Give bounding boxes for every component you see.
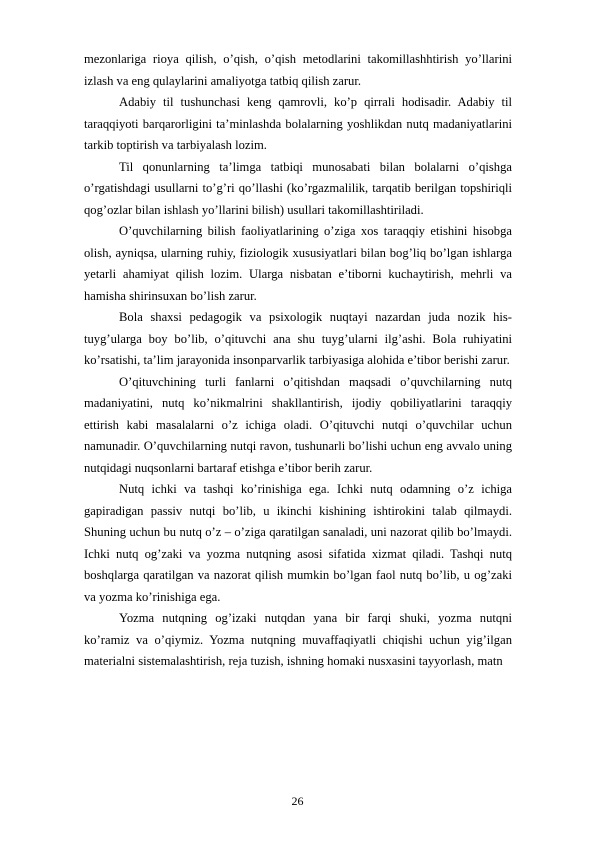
paragraph-2: Adabiy til tushunchasi keng qamrovli, ko’p qirrali hodisadir. Adabiy til taraqqiyoti barqarorligini ta’minlashda bolalarning yoshlikdan nutq madaniyatlarini tarkib toptirish va tarbiyalash lozim. [84,95,512,152]
paragraph-7: Nutq ichki va tashqi ko’rinishiga ega. Ichki nutq odamning o’z ichiga gapiradigan passiv nutqi bo’lib, u ikinchi kishining ishtirokini talab qilmaydi. Shuning uchun bu nutq o’z – o’ziga qaratilgan sanaladi, uni nazorat qilib bo’lmaydi. Ichki nutq og’zaki va yozma nutqning asosi sifatida xizmat qiladi. Tashqi nutq boshqlarga qaratilgan va nazorat qilish mumkin bo’lgan faol nutq bo’lib, u og’zaki va yozma ko’rinishiga ega. [84,482,512,604]
body-text [84,49,512,673]
paragraph-5: Bola shaxsi pedagogik va psixologik nuqtayi nazardan juda nozik his-tuyg’ularga boy bo’lib, o’qituvchi ana shu tuyg’ularni ilg’ashi. Bola ruhiyatini ko’rsatishi, ta’lim jarayonida insonparvarlik tarbiyasiga alohida e’tibor berishi zarur. [84,310,512,367]
paragraph-1: mezonlariga rioya qilish, o’qish, o’qish metodlarini takomillashhtirish yo’llarini izlash va eng qulaylarini amaliyotga tatbiq qilish zarur. [84,52,512,88]
paragraph-4: O’quvchilarning bilish faoliyatlarining o’ziga xos taraqqiy etishini hisobga olish, ayniqsa, ularning ruhiy, fiziologik xususiyatlari bilan bog’liq bo’lgan ishlarga yetarli ahamiyat qilish lozim. Ularga nisbatan e’tiborni kuchaytirish, mehrli va hamisha shirinsuxan bo’lish zarur. [84,224,512,303]
paragraph-8: Yozma nutqning og’izaki nutqdan yana bir farqi shuki, yozma nutqni ko’ramiz va o’qiymiz. Yozma nutqning muvaffaqiyatli chiqishi uchun yig’ilgan materialni sistemalashtirish, reja tuzish, ishning homaki nusxasini tayyorlash, matn [84,611,512,668]
page-number: 26 [291,794,304,808]
paragraph-3: Til qonunlarning ta’limga tatbiqi munosabati bilan bolalarni o’qishga o’rgatishdagi usullarni to’g’ri qo’llashi (ko’rgazmalilik, tarqatib berilgan topshiriqli qog’ozlar bilan ishlash yo’llarini bilish) usullari takomillashtiriladi. [84,159,512,217]
paragraph-6: O’qituvchining turli fanlarni o’qitishdan maqsadi o’quvchilarning nutq madaniyatini, nutq ko’nikmalrini shakllantirish, ijodiy qobiliyatlarini taraqqiy ettirish kabi masalalarni o’z ichiga oladi. O’qituvchi nutqi o’quvchilar uchun namunadir. O’quvchilarning nutqi ravon, tushunarli bo’lishi uchun eng avvalo uning nutqidagi nuqsonlarni bartaraf etishga e’tibor berih zarur. [84,374,512,475]
